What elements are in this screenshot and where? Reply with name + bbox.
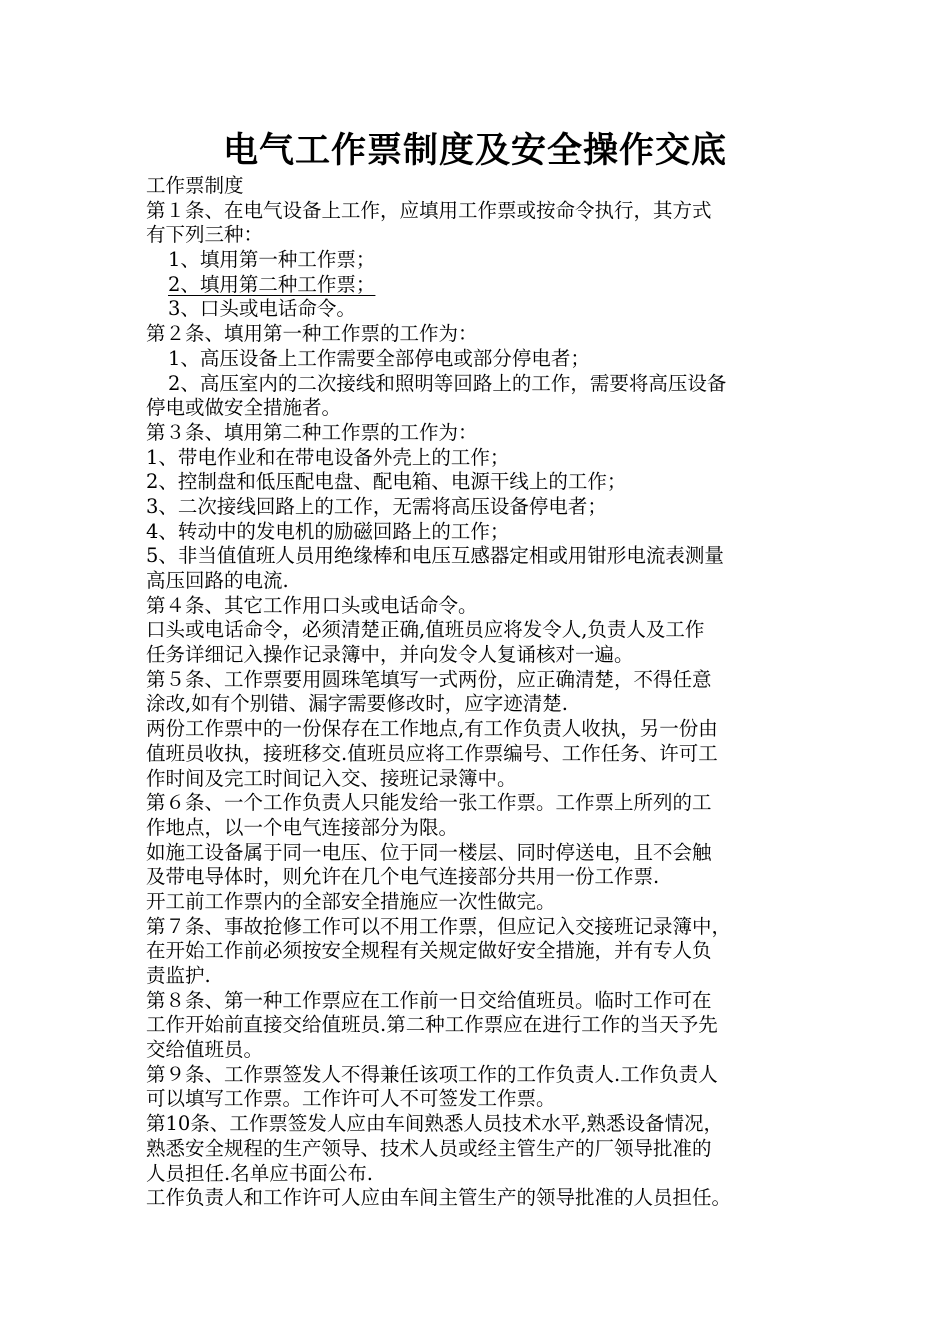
body-line <box>146 1137 812 1162</box>
body-line-text: 责监护. <box>146 964 211 987</box>
body-line-text: 值班员收执，接班移交.值班员应将工作票编号、工作任务、许可工 <box>146 741 718 765</box>
body-line <box>146 273 812 298</box>
body-line-text: 工作开始前直接交给值班员.第二种工作票应在进行工作的当天予先 <box>146 1013 718 1037</box>
body-line <box>146 1038 812 1063</box>
body-line-text: 开工前工作票内的全部安全措施应一次性做完。 <box>146 889 556 913</box>
body-line <box>146 989 812 1014</box>
body-line <box>146 372 812 397</box>
body-line <box>146 1063 812 1088</box>
body-line-text: 2、控制盘和低压配电盘、配电箱、电源干线上的工作； <box>146 470 627 494</box>
body-line <box>146 717 812 742</box>
body-line <box>146 396 812 421</box>
body-line-text: 及带电导体时，则允许在几个电气连接部分共用一份工作票. <box>146 865 660 889</box>
body-line <box>146 767 812 792</box>
body-line <box>146 470 812 495</box>
body-line <box>146 964 812 989</box>
body-line-text: 如施工设备属于同一电压、位于同一楼层、同时停送电，且不会触 <box>146 840 712 864</box>
body-line <box>146 421 812 446</box>
body-line-text: 第２条、填用第一种工作票的工作为： <box>146 322 478 346</box>
body-line-text: 有下列三种： <box>146 223 264 247</box>
body-line <box>146 297 812 322</box>
body-line-text: 第３条、填用第二种工作票的工作为： <box>146 420 478 444</box>
body-line <box>146 816 812 841</box>
body-line-text: 作时间及完工时间记入交、接班记录簿中。 <box>146 766 517 790</box>
body-line-text: 在开始工作前必须按安全规程有关规定做好安全措施，并有专人负 <box>146 939 712 963</box>
body-line-text: 停电或做安全措施者。 <box>146 396 342 420</box>
body-line-text: 1、填用第一种工作票； <box>168 248 376 272</box>
body-line-text: 第９条、工作票签发人不得兼任该项工作的工作负责人.工作负责人 <box>146 1062 718 1086</box>
body-line-text: 高压回路的电流. <box>146 569 289 592</box>
body-line-text: 工作票制度 <box>146 174 244 197</box>
body-line <box>146 495 812 520</box>
body-line-text: 熟悉安全规程的生产领导、技术人员或经主管生产的厂领导批准的 <box>146 1136 712 1160</box>
body-line <box>146 643 812 668</box>
body-line-text: 交给值班员。 <box>146 1038 264 1062</box>
body-line-text: 第４条、其它工作用口头或电话命令。 <box>146 593 478 617</box>
body-line <box>146 939 812 964</box>
body-line-text: 第８条、第一种工作票应在工作前一日交给值班员。临时工作可在 <box>146 988 712 1012</box>
body-line <box>146 594 812 619</box>
body-line <box>146 1013 812 1038</box>
body-line-text: 两份工作票中的一份保存在工作地点,有工作负责人收执，另一份由 <box>146 717 718 741</box>
body-line <box>146 1162 812 1187</box>
body-line <box>146 742 812 767</box>
body-line <box>146 841 812 866</box>
body-line <box>146 199 812 224</box>
body-line-text: 可以填写工作票。工作许可人不可签发工作票。 <box>146 1087 556 1111</box>
body-line <box>146 1112 812 1137</box>
body-line-text: 作地点，以一个电气连接部分为限。 <box>146 815 459 839</box>
document-title: 电气工作票制度及安全操作交底 <box>222 131 727 171</box>
body-line-text: 1、带电作业和在带电设备外壳上的工作； <box>146 445 510 469</box>
body-line-text: 4、转动中的发电机的励磁回路上的工作； <box>146 519 510 543</box>
body-line <box>146 692 812 717</box>
body-line <box>146 248 812 273</box>
body-line-text: 第７条、事故抢修工作可以不用工作票，但应记入交接班记录簿中， <box>146 914 732 938</box>
body-line-text: 第５条、工作票要用圆珠笔填写一式两份，应正确清楚，不得任意 <box>146 667 712 691</box>
body-line-text: 涂改,如有个别错、漏字需要修改时，应字迹清楚. <box>146 692 568 716</box>
body-line <box>146 223 812 248</box>
document-body <box>146 174 812 1211</box>
body-line <box>146 890 812 915</box>
body-line <box>146 569 812 594</box>
body-line <box>146 544 812 569</box>
body-line-text: 3、口头或电话命令。 <box>168 297 356 321</box>
body-line <box>146 174 812 199</box>
body-line <box>146 446 812 471</box>
body-line <box>146 322 812 347</box>
body-line-text: 3、二次接线回路上的工作，无需将高压设备停电者； <box>146 494 607 518</box>
body-line-text: 人员担任.名单应书面公布. <box>146 1161 373 1185</box>
body-line-text: 第１条、在电气设备上工作，应填用工作票或按命令执行，其方式 <box>146 198 712 222</box>
body-line-text: 工作负责人和工作许可人应由车间主管生产的领导批准的人员担任。 <box>146 1186 732 1210</box>
body-line <box>146 1087 812 1112</box>
body-line-text: 第10条、工作票签发人应由车间熟悉人员技术水平,熟悉设备情况， <box>146 1112 724 1136</box>
body-line-text: 1、高压设备上工作需要全部停电或部分停电者； <box>168 346 590 370</box>
body-line-text: 第６条、一个工作负责人只能发给一张工作票。工作票上所列的工 <box>146 791 712 815</box>
body-line-text: 2、高压室内的二次接线和照明等回路上的工作，需要将高压设备 <box>168 371 727 395</box>
body-line <box>146 915 812 940</box>
body-line-text: 5、非当值值班人员用绝缘棒和电压互感器定相或用钳形电流表测量 <box>146 544 724 568</box>
body-line <box>146 1186 812 1211</box>
body-line <box>146 668 812 693</box>
body-line <box>146 347 812 372</box>
body-line <box>146 618 812 643</box>
body-line <box>146 865 812 890</box>
body-line <box>146 520 812 545</box>
body-line-text: 口头或电话命令，必须清楚正确,值班员应将发令人,负责人及工作 <box>146 618 705 642</box>
body-line <box>146 791 812 816</box>
body-line-text: 2、填用第二种工作票； <box>168 272 376 296</box>
body-line-text: 任务详细记入操作记录簿中，并向发令人复诵核对一遍。 <box>146 643 634 667</box>
